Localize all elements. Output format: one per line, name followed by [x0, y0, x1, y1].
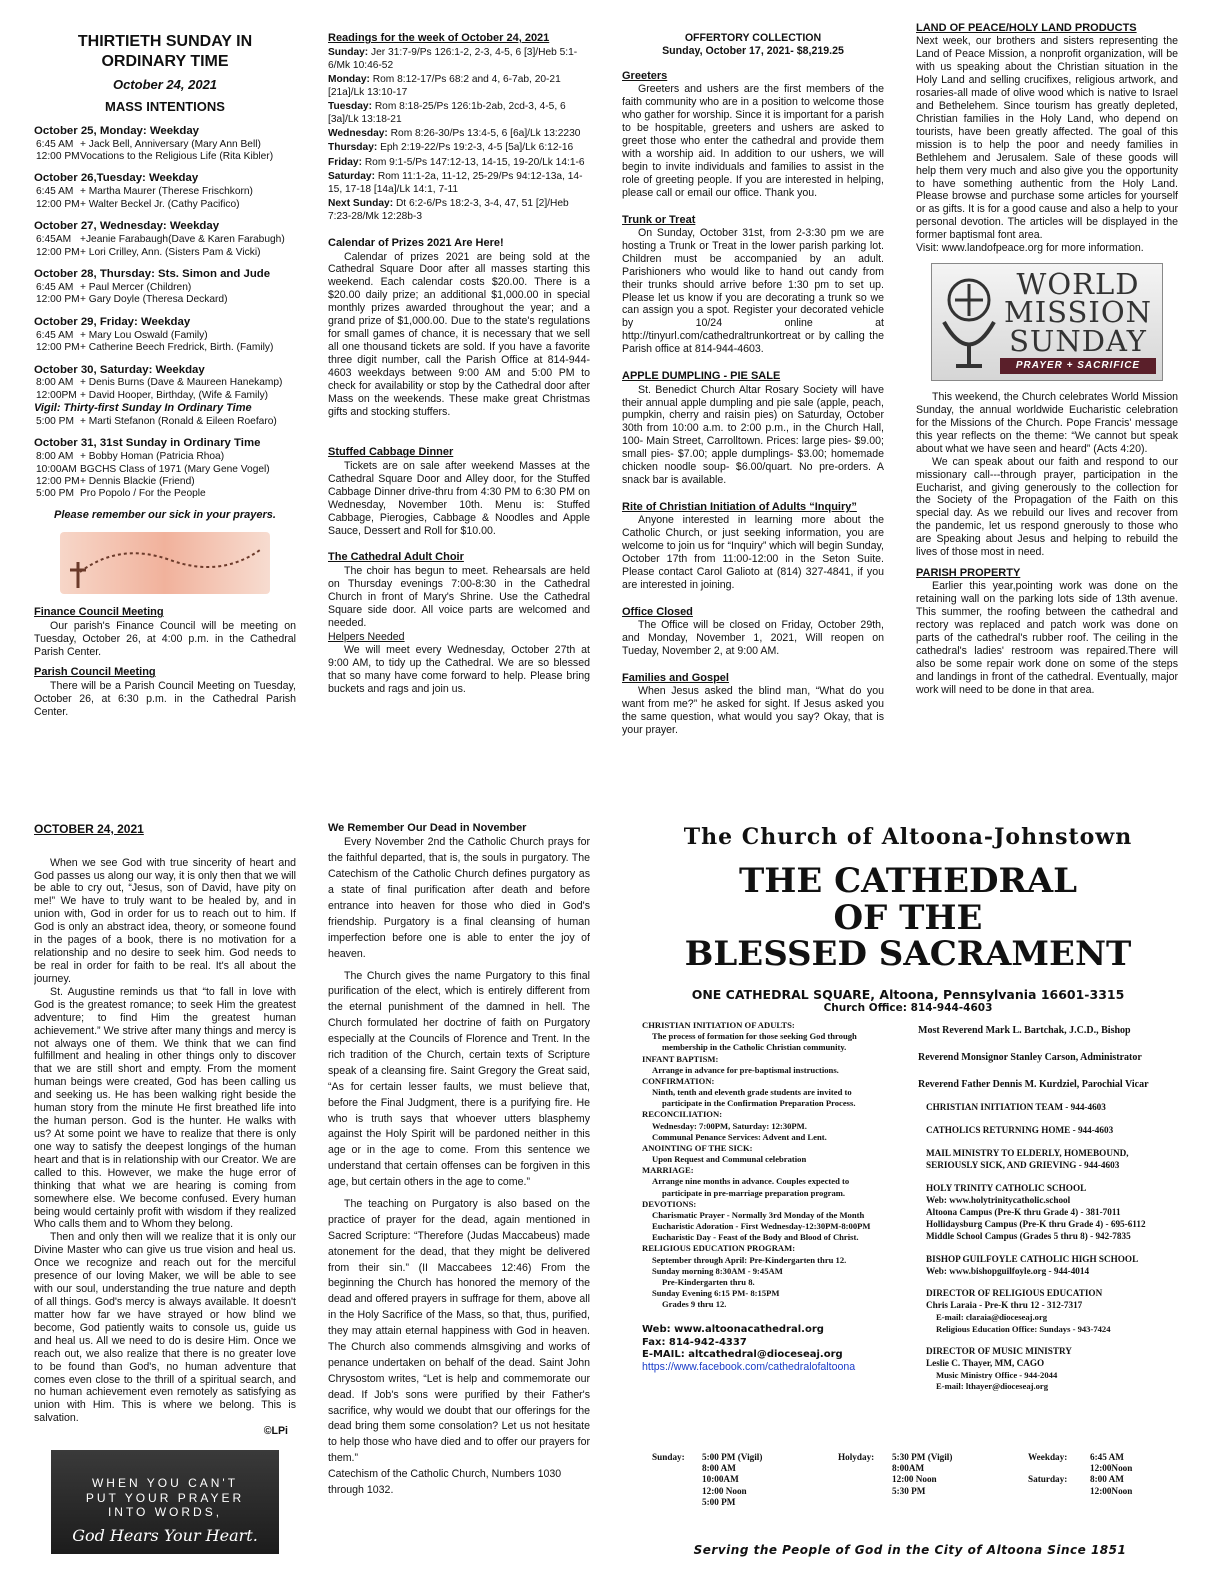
cabbage-text: Tickets are on sale after weekend Masses at the Cathedral Square Door and Alley door, for the Stuffed Cabbage Dinner drive-thru from 4:30 PM to 6:30 PM on Wednesday, November 10th. Menu is: Stuffed Cabbage, Pierogies, Cabbage & Noodles and Apple Sauce, Dessert and Roll for $10.00. [328, 459, 590, 537]
ministry-line: Middle School Campus (Grades 5 thru 8) - 942-7835 [926, 1230, 1131, 1241]
choir-text: The choir has begun to meet. Rehearsals are held on Thursday evenings 7:00-8:30 in the Cathedral Church in front of Mary's Shrine. Use the Cathedral Square side door. All voice parts are welcomed and needed. [328, 564, 590, 629]
wms-line-1: WORLD [1016, 266, 1140, 301]
finance-council-heading: Finance Council Meeting [34, 606, 164, 619]
mass-day [34, 220, 296, 259]
mass-intentions-heading: MASS INTENTIONS [105, 98, 225, 114]
parish-council-heading: Parish Council Meeting [34, 666, 156, 679]
ministry-line: E-mail: claraia@dioceseaj.org [936, 1312, 1048, 1323]
ministry-heading: DIRECTOR OF MUSIC MINISTRY [926, 1345, 1072, 1356]
mass-intention [34, 451, 296, 463]
mass-intention-text: BGCHS Class of 1971 (Mary Gene Vogel) [80, 463, 270, 475]
reading-entry [328, 157, 590, 169]
sacrament-line: Communal Penance Services: Advent and Lent. [652, 1131, 827, 1142]
mass-intention-text: + Bobby Homan (Patricia Rhoa) [80, 451, 225, 463]
wms-line-3: SUNDAY [1009, 323, 1147, 358]
ministry-heading: DIRECTOR OF RELIGIOUS EDUCATION [926, 1288, 1103, 1299]
mass-intention [34, 464, 296, 476]
mass-intention [34, 139, 296, 151]
parish-property-heading: PARISH PROPERTY [916, 567, 1021, 580]
mass-intention [34, 199, 296, 211]
sacrament-heading: DEVOTIONS: [642, 1198, 697, 1209]
mass-time: 12:00 PM [36, 151, 80, 162]
mass-intention [34, 247, 296, 259]
helpers-text: We will meet every Wednesday, October 27th at 9:00 AM, to tidy up the Cathedral. We are so blessed that so many have come forward to help. Please bring buckets and rags and join us. [328, 644, 590, 696]
mass-intention [34, 416, 296, 428]
ministry-line: Hollidaysburg Campus (Pre-K thru Grade 4) - 695-6112 [926, 1218, 1146, 1229]
world-mission-sunday-logo [931, 263, 1163, 381]
ministry-line: Leslie C. Thayer, MM, CAGO [926, 1357, 1045, 1368]
ministry-heading: MAIL MINISTRY TO ELDERLY, HOMEBOUND, [926, 1147, 1129, 1158]
sunday-time: 8:00 AM [702, 1463, 736, 1474]
remember-dead-p2: The Church gives the name Purgatory to this final purification of the elect, which is entirely different from the eternal punishment of the damned in hell. The Church formulated her doctrine of faith on Purgatory especially at the Councils of Florence and Trent. In the rich tradition of the Church, certain texts of Scripture speak of a cleansing fire. Saint Gregory the Great said, “As for certain lesser faults, we must believe that, before the Final Judgment, there is a purifying fire. He who is truth says that whoever utters blasphemy against the Holy Spirit will be pardoned neither in this age or in the age to come. From this sentence we understand that certain offenses can be forgiven in this age, but certain others in the age to come.” [328, 969, 590, 1189]
ministry-heading: HOLY TRINITY CATHOLIC SCHOOL [926, 1182, 1087, 1193]
sacrament-heading: RELIGIOUS EDUCATION PROGRAM: [642, 1243, 796, 1254]
weekday-time: 12:00Noon [1090, 1463, 1133, 1474]
mass-time: 12:00 PM [36, 246, 80, 258]
saturday-times [1090, 1474, 1160, 1496]
reflection-p3: Then and only then will we realize that it is only our Divine Master who can give us true vision and heal us. Once we recognize and reach out for the merciful presence of our loving Maker, we will be able to see with our soul, understanding the true nature and depth of all things. God's mercy is always available. It doesn't matter how far we have strayed or how blind we become, God patiently waits to console us, guide us and heal us. All we need to do is desire Him. Once we reach out, we also realize that there is no greater love to be found than God's, no human adventure that comes even close to the thrill of a spiritual search, and no human achievement even remotely as satisfying as union with Him. This is where we belong. This is salvation. [34, 1231, 296, 1425]
reading-text: Eph 2:19-22/Ps 19:2-3, 4-5 [5a]/Lk 6:12-16 [380, 142, 574, 154]
reading-day: Saturday: [328, 171, 375, 183]
mass-intentions-column [34, 32, 296, 752]
sacrament-line: membership in the Catholic Christian community. [662, 1042, 847, 1053]
mass-day-heading: October 26,Tuesday: Weekday [34, 172, 199, 185]
sacrament-line: Upon Request and Communal celebration [652, 1154, 807, 1165]
mass-time: 6:45 AM [36, 329, 74, 341]
land-of-peace-heading: LAND OF PEACE/HOLY LAND PRODUCTS [916, 22, 1137, 34]
mass-intention [34, 330, 296, 342]
mass-day [34, 364, 296, 429]
mass-intention [34, 234, 296, 246]
remember-dead-heading: We Remember Our Dead in November [328, 822, 527, 834]
mass-day-heading: October 27, Wednesday: Weekday [34, 220, 220, 233]
mass-intention-text: +Jeanie Farabaugh(Dave & Karen Farabugh) [80, 234, 285, 246]
footer-motto: Serving the People of God in the City of Altoona Since 1851 [693, 1543, 1127, 1557]
mass-time: 6:45 AM [36, 138, 74, 150]
sacrament-line: Pre-Kindergarten thru 8. [662, 1276, 755, 1287]
wms-line-2: MISSION [1004, 295, 1152, 330]
mass-intention-text: + Denis Burns (Dave & Maureen Hanekamp) [80, 377, 283, 389]
reading-entry [328, 198, 590, 223]
mass-intention-text: + David Hooper, Birthday, (Wife & Family) [80, 389, 269, 401]
ministry-line: Web: www.bishopguilfoyle.org - 944-4014 [926, 1265, 1090, 1276]
mass-day [34, 172, 296, 211]
sunday-time: 12:00 Noon [702, 1485, 747, 1496]
apple-heading: APPLE DUMPLING - PIE SALE [622, 370, 781, 383]
ministry-line: E-mail: lthayer@dioceseaj.org [936, 1380, 1049, 1391]
cathedral-address: ONE CATHEDRAL SQUARE, Altoona, Pennsylvania 16601-3315 [691, 986, 1125, 1002]
mass-intention [34, 476, 296, 488]
office-closed-text: The Office will be closed on Friday, October 29th, and Monday, November 1, 2021, Will reopen on Tueday, November 2, at 9:00 AM. [622, 619, 884, 658]
holyday-time: 5:30 PM (Vigil) [892, 1452, 953, 1462]
announcements-column [622, 32, 884, 752]
sacrament-line: Eucharistic Day - Feast of the Body and Blood of Christ. [652, 1232, 859, 1243]
sacrament-line: Arrange in advance for pre-baptismal instructions. [652, 1064, 839, 1075]
sunday-times [702, 1452, 798, 1508]
fax-number: Fax: 814-942-4337 [642, 1336, 747, 1348]
mass-time: 5:00 PM [36, 488, 74, 500]
reflection-column [34, 822, 296, 1562]
sacrament-line: Sunday Evening 6:15 PM- 8:15PM [652, 1288, 780, 1299]
reading-day: Next Sunday: [328, 198, 394, 210]
ministry-line: Religious Education Office: Sundays - 943-7424 [936, 1323, 1111, 1334]
sunday-time: 5:00 PM (Vigil) [702, 1452, 763, 1462]
mass-intention-text: + Walter Beckel Jr. (Cathy Pacifico) [80, 198, 240, 210]
reading-entry [328, 171, 590, 196]
purgatory-column [328, 822, 590, 1562]
church-name: The Church of Altoona-Johnstown [683, 824, 1133, 850]
mass-day [34, 437, 296, 501]
catechism-citation: Catechism of the Catholic Church, Numbers 1030 through 1032. [328, 1468, 562, 1497]
mass-intention [34, 186, 296, 198]
sacrament-heading: MARRIAGE: [642, 1165, 694, 1176]
mass-intention-text: + Catherine Beech Fredrick, Birth. (Family) [80, 342, 274, 354]
prayer-line-2: PUT YOUR PRAYER [85, 1490, 245, 1505]
reading-text: Rom 8:12-17/Ps 68:2 and 4, 6-7ab, 20-21 [21a]/Lk 13:10-17 [328, 74, 561, 98]
vicar-name: Reverend Father Dennis M. Kurdziel, Parochial Vicar [918, 1079, 1149, 1090]
reading-day: Sunday: [328, 47, 369, 59]
mass-intention-text: + Lori Crilley, Ann. (Sisters Pam & Vicki) [80, 246, 261, 258]
ministry-line: Altoona Campus (Pre-K thru Grade 4) - 381-7011 [926, 1206, 1121, 1217]
sacrament-heading: CONFIRMATION: [642, 1075, 715, 1086]
sacrament-line: Ninth, tenth and eleventh grade students are invited to [652, 1087, 852, 1098]
sacrament-line: participate in pre-marriage preparation program. [662, 1187, 846, 1198]
mass-time: 12:00 PM [36, 342, 80, 354]
reading-entry [328, 101, 590, 126]
prizes-text: Calendar of prizes 2021 are being sold at the Cathedral Square Door after all masses starting this weekend. Each calendar costs $20.00. There is a $20.00 daily prize; an additional $1,000.00 in special monthly prizes awarded throughout the year; and a grand prize of $1,000.00. Due to the state's regulations for small games of chance, it is necessary that we sell all one thousand tickets are sold. If you have a favorite three digit number, call the Parish Office at 814-944-4603 weekdays between 9:00 AM and 5:00 PM to check for availability or stop by the Cathedral door after Mass on the weekends. These make great Christmas gifts and stocking stuffers. [328, 250, 590, 418]
sacraments-list [642, 1020, 912, 1440]
mass-intention [34, 282, 296, 294]
sunday-label: Sunday: [652, 1452, 685, 1462]
mass-intention [34, 390, 296, 402]
prayer-line-3: INTO WORDS, [107, 1505, 223, 1520]
weekday-times [1090, 1452, 1160, 1474]
mass-day [34, 268, 296, 307]
reading-day: Friday: [328, 156, 362, 168]
offertory-heading: OFFERTORY COLLECTION [684, 32, 822, 44]
readings-column [328, 32, 590, 752]
land-of-peace-visit: Visit: www.landofpeace.org for more information. [916, 242, 1144, 255]
sacrament-heading: INFANT BAPTISM: [642, 1053, 719, 1064]
facebook-link[interactable]: https://www.facebook.com/cathedralofaltoona [642, 1361, 856, 1374]
holyday-time: 12:00 Noon [892, 1474, 937, 1485]
mass-intention [34, 377, 296, 389]
cathedral-title-3: BLESSED SACRAMENT [684, 934, 1132, 975]
sacrament-heading: RECONCILIATION: [642, 1109, 723, 1120]
reading-day: Wednesday: [328, 128, 388, 140]
church-office-phone: Church Office: 814-944-4603 [823, 1002, 993, 1015]
sunday-time: 5:00 PM [702, 1496, 736, 1507]
holyday-times [892, 1452, 988, 1508]
prayer-line-4: God Hears Your Heart. [72, 1525, 258, 1545]
sacrament-line: September through April: Pre-Kindergarten thru 12. [652, 1254, 847, 1265]
cathedral-title-2: OF THE [833, 897, 983, 938]
mass-time: 12:00 PM [36, 198, 80, 210]
remember-dead-p3: The teaching on Purgatory is also based on the practice of prayer for the dead, again mentioned in Sacred Scripture: “Therefore (Judas Maccabeus) made atonement for the dead, that they might be delivered from their sin.” (II Maccabees 12:46) From the beginning the Church has honored the memory of the dead and offered prayers in suffrage for them, above all in the Holy Sacrifice of the Mass, so that, thus, purified, they may attain eternal happiness with God in heaven. The Church also commends almsgiving and works of penance undertaken on behalf of the dead. Saint John Chrysostom writes, “Let is help and commemorate our dead. If Job's sons were purified by their Father's sacrifice, why would we doubt that our offerings for the dead bring them some consolation? Let us not hesitate to help those who have died and to offer our prayers for them.” [328, 1198, 590, 1465]
holyday-label: Holyday: [838, 1452, 875, 1462]
mass-intention-text: + Martha Maurer (Therese Frischkorn) [80, 186, 253, 198]
wms-text-2: We can speak about our faith and respond to our missionary call---through prayer, participation in the Eucharist, and giving generously to the collection for the Society of the Propagation of the Faith on this special day. As we rebuild our lives and recover from the pandemic, let us respond gnerously to those who are Speaking about Jesus and helping to rebuild the lives of those most in need. [916, 455, 1178, 559]
saturday-time: 12:00Noon [1090, 1485, 1133, 1496]
lpi-credit: ©LPi [263, 1425, 288, 1438]
trunk-text: On Sunday, October 31st, from 2-3:30 pm we are hosting a Trunk or Treat in the lower parish parking lot. Children must be accompanied by an adult. Parishioners who would like to hand out candy from their trunks should arrive before 1:30 pm to set up. Please let us know if you are decorating a trunk so we can assign you a spot. Register your decorated vehicle by 10/24 online at http://tinyurl.com/cathedraltrunkortreat or by calling the Parish office at 814-944-4603. [622, 226, 884, 356]
mass-intentions-list [34, 125, 296, 501]
sacrament-line: Sunday morning 8:30AM - 9:45AM [652, 1265, 783, 1276]
rosary-image [60, 532, 270, 594]
sacrament-line: Grades 9 thru 12. [662, 1299, 727, 1310]
ministry-list [918, 1102, 1186, 1392]
mass-intention-text: + Paul Mercer (Children) [80, 281, 192, 293]
sacrament-line: Charismatic Prayer - Normally 3rd Monday of the Month [652, 1209, 865, 1220]
reflection-p2: St. Augustine reminds us that “to fall in love with God is the greatest romance; to seek Him the greatest adventure; to find Him the greatest human achievement.” We strive after many things and mercy is not always one of them. We think that we can find fulfillment and healing in other things only to discover that we are still short and empty. From the moment human beings were created, God has been calling us and seeking us. He has been walking right beside the human story from the minute He first breathed life into the human person. God is the hunter. He walks with us? At some point we have to realize that there is only one way to satisfy the deepest longings of the human heart and that is in relationship with our Creator. We are called to this. However, we make the huge error of thinking that what we are hearing is coming from somewhere else. We become confused. Every human being would certainly profit with wisdom if they realized Who calls them and to Whom they belong. [34, 985, 296, 1231]
website-link[interactable]: Web: www.altoonacathedral.org [642, 1324, 824, 1336]
saturday-time: 8:00 AM [1090, 1474, 1124, 1485]
land-of-peace-text: Next week, our brothers and sisters representing the Land of Peace Mission, a nonprofit organization, will be with us speaking about the Christian situation in the Holy Land and selling crucifixes, religious artwork, and rosaries-all made of olive wood which is native to Israel and Bethelehem. Since tourism has greatly depleted, Christian families in the Holy Land, who depend on tourists, have been greatly affected. The goal of this mission is to help the poor and needy families in Bethlehem and Jerusalem. Sale of these goods will help them very much and also give you the opportunity to have something authentic from the Holy Land. Please browse and purchase some articles for yourself or as gifts. It is for a good cause and also a help to your personal devotion. The articles will be displayed in the former baptismal font area. [916, 35, 1178, 242]
remember-dead-p1: Every November 2nd the Catholic Church prays for the faithful departed, that is, the souls in purgatory. The Catechism of the Catholic Church defines purgatory as a state of final purification after death and before entrance into heaven for those who died in God's friendship. Purgatory is a final cleansing of human imperfection before one is able to enter the joy of heaven. [328, 836, 590, 960]
holyday-time: 8:00AM [892, 1463, 925, 1474]
sacrament-line: Wednesday: 7:00PM, Saturday: 12:30PM. [652, 1120, 807, 1131]
reading-text: Dt 6:2-6/Ps 18:2-3, 3-4, 47, 51 [2]/Heb 7:23-28/Mk 12:28b-3 [328, 198, 569, 222]
sacrament-heading: ANOINTING OF THE SICK: [642, 1142, 753, 1153]
wms-text-1: This weekend, the Church celebrates World Mission Sunday, the annual worldwide Eucharistic celebration for the Missions of the Church. Pope Francis' message this year reflects on the theme: “We cannot but speak about what we have seen and heard” (Acts 4:20). [916, 391, 1178, 455]
greeters-text: Greeters and ushers are the first members of the faith community who are in a position to welcome those who gather for worship. Since it is important for a parish to be hospitable, greeters and ushers are asked to greet those who enter the cathedral and provide them with a worship aid. In addition to our ushers, we will begin to invite individuals and families to assist in the role of greeting people. If you are interested in helping, please call or email our office. Thank you. [622, 83, 884, 199]
mass-intention-text: + Mary Lou Oswald (Family) [80, 329, 208, 341]
finance-council-text: Our parish's Finance Council will be meeting on Tuesday, October 26, at 4:00 p.m. in the Cathedral Parish Center. [34, 619, 296, 658]
mass-time: 6:45AM [36, 234, 72, 246]
wms-band: PRAYER + SACRIFICE [1000, 358, 1156, 374]
reading-text: Rom 8:26-30/Ps 13:4-5, 6 [6a]/Lk 13:2230 [390, 128, 581, 140]
mass-time: 8:00 AM [36, 451, 74, 463]
bulletin-date: October 24, 2021 [112, 76, 218, 92]
mass-intention [34, 294, 296, 306]
mass-time: 8:00 AM [36, 377, 74, 389]
readings-heading: Readings for the week of October 24, 2021 [328, 32, 550, 44]
helpers-heading: Helpers Needed [328, 631, 405, 644]
reading-day: Monday: [328, 74, 370, 86]
rosary-icon [60, 532, 270, 594]
sacraments [642, 1020, 912, 1310]
mass-intention-text: + Marti Stefanon (Ronald & Eileen Roefaro) [80, 415, 277, 427]
mass-intention [34, 488, 296, 500]
trunk-heading: Trunk or Treat [622, 213, 696, 226]
mass-intention-text: + Dennis Blackie (Friend) [80, 475, 195, 487]
mass-intention-text: Vocations to the Religious Life (Rita Kibler) [80, 151, 274, 162]
bishop-name: Most Reverend Mark L. Bartchak, J.C.D., Bishop [918, 1025, 1131, 1036]
parish-council-text: There will be a Parish Council Meeting on Tuesday, October 26, at 6:30 p.m. in the Cathedral Parish Center. [34, 679, 296, 718]
sacrament-line: Arrange nine months in advance. Couples expected to [652, 1176, 850, 1187]
mass-time: 12:00PM [36, 389, 77, 401]
ministry-heading: CATHOLICS RETURNING HOME - 944-4603 [926, 1124, 1114, 1135]
reading-day: Thursday: [328, 142, 378, 154]
sacrament-line: Eucharistic Adoration - First Wednesday-12:30PM-8:00PM [652, 1221, 871, 1232]
reflection-date: OCTOBER 24, 2021 [34, 822, 144, 836]
prayer-line-1: WHEN YOU CAN'T [91, 1476, 239, 1491]
office-closed-heading: Office Closed [622, 605, 693, 618]
ministry-line: SERIOUSLY SICK, AND GRIEVING - 944-4603 [926, 1159, 1120, 1170]
mass-day-heading: October 25, Monday: Weekday [34, 124, 200, 137]
mass-intention [34, 342, 296, 354]
rcia-text: Anyone interested in learning more about the Catholic Church, or just seeking information, you are welcome to join us for “Inquiry” which will begin Sunday, October 17th from 11:00-12:00 in the Seton Suite. Please contact Carol Galioto at (814) 327-4841, if you are interested in joining. [622, 514, 884, 591]
reading-text: Rom 8:18-25/Ps 126:1b-2ab, 2cd-3, 4-5, 6 [3a]/Lk 13:18-21 [328, 101, 566, 125]
rcia-heading: Rite of Christian Initiation of Adults “Inquiry” [622, 500, 857, 513]
parish-property-text: Earlier this year,pointing work was done on the retaining wall on the parking lots side of 13th avenue. This summer, the roofing between the cathedral and rectory was replaced and patch work was done on parts of the cathedral's rubber roof. The ceiling in the cathedral's ladies' restroom was repaired.There will also be some repair work done on some of the steps and landings in front of the cathedral. Eventually, major work will need to be done in that area. [916, 580, 1178, 696]
mass-day-heading: October 28, Thursday: Sts. Simon and Jude [34, 268, 271, 280]
prizes-heading: Calendar of Prizes 2021 Are Here! [328, 237, 504, 250]
chalice-icon [938, 272, 1000, 372]
staff-directory [918, 1024, 1186, 1444]
choir-heading: The Cathedral Adult Choir [328, 551, 464, 564]
reading-text: Rom 11:1-2a, 11-12, 25-29/Ps 94:12-13a, 14-15, 17-18 [14a]/Lk 14:1, 7-11 [328, 171, 583, 195]
ministry-line: Music Ministry Office - 944-2044 [936, 1369, 1058, 1380]
offertory-amount: Sunday, October 17, 2021- $8,219.25 [662, 44, 844, 57]
mass-intention-text: Pro Popolo / For the People [80, 488, 206, 500]
reading-entry [328, 142, 590, 154]
reading-text: Jer 31:7-9/Ps 126:1-2, 2-3, 4-5, 6 [3]/Heb 5:1-6/Mk 10:46-52 [328, 47, 578, 71]
apple-text: St. Benedict Church Altar Rosary Society will have their annual apple dumpling and pie sale (apple, peach, pumpkin, cherry and raisin pies) on Saturday, October 30th from 10:00 a.m. to 2:00 p.m., in the Church Hall, 100- Main Street, Carrolltown. Prices: large pies- $9.00; small pies- $7.00; apple dumplings- $3.00; homemade chicken noodle soup- $6.00/quart. No pre-orders. A snack bar is available. [622, 383, 884, 487]
mass-day-heading: October 30, Saturday: Weekday [34, 363, 205, 376]
reading-entry [328, 47, 590, 72]
mass-intention-text: + Jack Bell, Anniversary (Mary Ann Bell) [80, 138, 261, 150]
mass-day [34, 316, 296, 355]
missions-column [916, 22, 1178, 752]
mass-time: 12:00 PM [36, 475, 80, 487]
weekday-label: Weekday: [1028, 1452, 1068, 1462]
greeters-heading: Greeters [622, 69, 668, 82]
mass-schedule [648, 1452, 1178, 1508]
holyday-time: 5:30 PM [892, 1485, 926, 1496]
sacrament-heading: CHRISTIAN INITIATION OF ADULTS: [642, 1020, 795, 1030]
sacrament-line: The process of formation for those seeking God through [652, 1031, 857, 1042]
mass-day [34, 125, 296, 164]
sacrament-line: participate in the Confirmation Preparation Process. [662, 1098, 856, 1109]
reading-entry [328, 128, 590, 140]
families-heading: Families and Gospel [622, 672, 729, 685]
cathedral-title-1: THE CATHEDRAL [738, 860, 1078, 901]
reading-day: Tuesday: [328, 101, 372, 113]
ministry-line: Chris Laraia - Pre-K thru 12 - 312-7317 [926, 1300, 1083, 1311]
ministry-heading: BISHOP GUILFOYLE CATHOLIC HIGH SCHOOL [926, 1253, 1139, 1264]
mass-time: 5:00 PM [36, 415, 74, 427]
mass-intention-text: + Gary Doyle (Theresa Deckard) [80, 294, 228, 306]
reading-entry [328, 74, 590, 99]
families-text: When Jesus asked the blind man, “What do you want from me?” he asked for sight. If Jesus asked you the same question, what would you say? Okay, that is your prayer. [622, 685, 884, 737]
readings-list [328, 47, 590, 223]
cabbage-heading: Stuffed Cabbage Dinner [328, 446, 454, 459]
vigil-label: Vigil: Thirty-first Sunday In Ordinary Time [34, 402, 252, 415]
saturday-label: Saturday: [1028, 1474, 1068, 1485]
mass-time: 10:00AM [36, 463, 77, 475]
reading-text: Rom 9:1-5/Ps 147:12-13, 14-15, 19-20/Lk 14:1-6 [364, 156, 585, 168]
sunday-time: 10:00AM [702, 1474, 739, 1485]
ministry-heading: CHRISTIAN INITIATION TEAM - 944-4603 [926, 1102, 1106, 1112]
masthead [630, 824, 1186, 1015]
prayer-image [51, 1450, 279, 1554]
mass-time: 12:00 PM [36, 294, 80, 306]
mass-day-heading: October 31, 31st Sunday in Ordinary Time [34, 437, 261, 450]
sick-prayer-note: Please remember our sick in your prayers. [54, 508, 276, 521]
mass-time: 6:45 AM [36, 186, 74, 198]
sunday-title: THIRTIETH SUNDAY IN ORDINARY TIME [77, 33, 253, 71]
email-link[interactable]: E-MAIL: altcathedral@dioceseaj.org [642, 1348, 843, 1360]
weekday-time: 6:45 AM [1090, 1452, 1124, 1462]
ministry-line: Web: www.holytrinitycatholic.school [926, 1194, 1071, 1205]
mass-intention [34, 151, 296, 163]
reflection-p1: When we see God with true sincerity of heart and God passes us along our way, it is only then that we will be able to cry out, “Jesus, son of David, have pity on me!” We have to truly want to be healed by, and in union with, God in order for us to reach out to him. If God is only an abstract idea, theory, or someone found in the pages of a book, there is no motivation for a relationship and no desire to seek him. God needs to be real in order for faith to be real. It's all about the journey. [34, 856, 296, 985]
mass-time: 6:45 AM [36, 281, 74, 293]
mass-day-heading: October 29, Friday: Weekday [34, 315, 191, 328]
administrator-name: Reverend Monsignor Stanley Carson, Administrator [918, 1052, 1142, 1063]
